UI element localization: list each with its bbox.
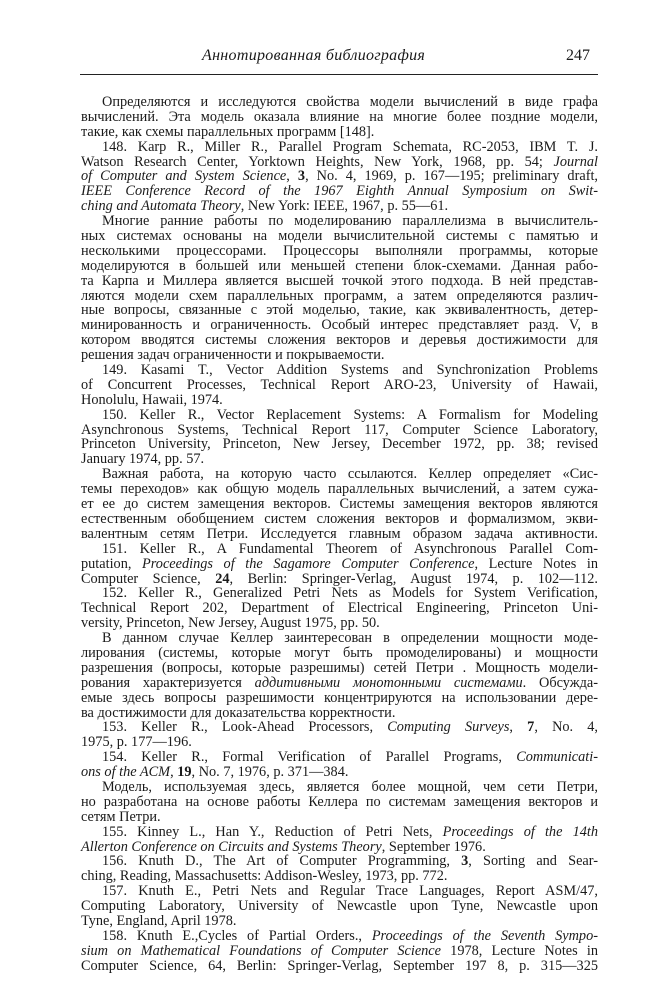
text-segment: 149. Kasami T., Vector Addition Systems and Synchronization Problems <box>102 362 598 379</box>
text-line <box>81 765 598 780</box>
text-segment: емые здесь вопросы разрешимости концентрируются на использовании дере- <box>81 689 598 706</box>
text-segment: 151. Keller R., A Fundamental Theorem of Asynchronous Parallel Com- <box>102 540 598 557</box>
text-segment: та Карпа и Миллера является высшей точкой этого подхода. В ней представ- <box>81 272 598 289</box>
text-segment: 152. Keller R., Generalized Petri Nets as Models for System Verification, <box>102 585 598 602</box>
text-segment: В данном случае Келлер заинтересован в определении мощности моде- <box>102 630 598 647</box>
text-line <box>81 676 598 691</box>
text-line <box>81 735 598 750</box>
text-segment: ching, Reading, Massachusetts: Addison-Wesley, 1973, pp. 772. <box>81 868 448 885</box>
text-segment: ва достижимости для доказательства корректности. <box>81 704 396 721</box>
text-segment: ных системах основаны на модели вычислительной системы с памятью и <box>81 228 598 245</box>
italic-text: Communicati- <box>516 749 598 766</box>
italic-text: аддитивными монотонными системами <box>254 674 523 691</box>
text-segment: , <box>286 168 298 185</box>
text-segment: , <box>509 719 528 736</box>
text-segment: такие, как схемы параллельных программ [148]. <box>81 123 375 140</box>
running-header <box>80 47 598 73</box>
text-segment: , Berlin: Springer-Verlag, August 1974, p. 102—112. <box>229 570 598 587</box>
text-line <box>81 169 598 184</box>
text-segment: 154. Keller R., Formal Verification of Parallel Programs, <box>102 749 517 766</box>
text-segment: , No. 7, 1976, p. 371—384. <box>191 764 349 781</box>
text-line <box>81 110 598 125</box>
text-segment: Определяются и исследуются свойства модели вычислений в виде графа <box>102 94 598 110</box>
text-line <box>81 616 598 631</box>
text-segment: Важная работа, на которую часто ссылаются. Келлер определяет «Сис- <box>102 466 598 483</box>
text-segment: 158. Knuth E.,Cycles of Partial Orders., <box>102 927 372 944</box>
text-line <box>81 661 598 676</box>
text-line <box>81 795 598 810</box>
text-segment: 153. Keller R., Look-Ahead Processors, <box>102 719 388 736</box>
text-segment: , Lecture Notes in <box>474 555 598 572</box>
text-segment: Computer Science, 64, Berlin: Springer-Verlag, September 197 8, p. 315—325 <box>81 957 598 974</box>
text-line <box>81 557 598 572</box>
text-line <box>81 586 598 601</box>
text-line <box>81 348 598 363</box>
text-segment: . Обсужда- <box>522 674 598 691</box>
italic-text: Computing Surveys <box>387 719 510 736</box>
text-line <box>81 393 598 408</box>
text-line <box>81 750 598 765</box>
bold-text: 19 <box>177 764 192 781</box>
text-segment: , September 1976. <box>381 838 486 855</box>
text-line <box>81 199 598 214</box>
text-segment: 157. Knuth E., Petri Nets and Regular Trace Languages, Report ASM/47, <box>102 883 598 900</box>
text-line <box>81 408 598 423</box>
text-line <box>81 423 598 438</box>
italic-text: Proceedings of the Seventh Sympo- <box>371 927 598 944</box>
text-segment: , <box>170 764 178 781</box>
bold-text: 3 <box>461 853 469 870</box>
text-line <box>81 214 598 229</box>
text-segment: , No. 4, <box>534 719 599 736</box>
text-segment: сетям Петри. <box>81 808 161 825</box>
text-line <box>81 646 598 661</box>
text-segment: 156. Knuth D., The Art of Computer Programming, <box>102 853 462 870</box>
text-line <box>81 363 598 378</box>
text-segment: putation, <box>81 555 143 572</box>
italic-text: ching and Automata Theory <box>81 198 241 215</box>
bibliography-text <box>81 95 598 974</box>
text-line <box>81 140 598 155</box>
text-segment: разрешения (вопросы, которые разрешимы) сетей Петри . Мощность модели- <box>81 659 598 676</box>
text-segment: котором вводятся системы сложения векторов и деревья достижимости для <box>81 332 598 349</box>
text-line <box>81 780 598 795</box>
text-line <box>81 289 598 304</box>
text-line <box>81 527 598 542</box>
text-line <box>81 467 598 482</box>
italic-text: Proceedings of the 14th <box>442 823 598 840</box>
text-segment: моделируются в большей или меньшей степени блок-схемами. Данная рабо- <box>81 257 598 274</box>
text-segment: лирования (системы, которые могут быть промоделированы) и мощности <box>81 644 598 661</box>
text-line <box>81 720 598 735</box>
italic-text: sium on Mathematical Foundations of Computer Science <box>81 942 441 959</box>
text-segment: Модель, используемая здесь, является более мощной, чем сети Петри, <box>102 778 598 795</box>
running-header-title: Аннотированная библиография <box>202 47 426 64</box>
text-line <box>81 542 598 557</box>
text-line <box>81 810 598 825</box>
text-line <box>81 572 598 587</box>
italic-text: of Computer and System Science <box>81 168 287 185</box>
text-line <box>81 184 598 199</box>
text-segment: 148. Karp R., Miller R., Parallel Program Schemata, RC-2053, IBM T. J. <box>102 138 598 155</box>
text-segment: Watson Research Center, Yorktown Heights, New York, 1968, pp. 54; <box>81 153 554 170</box>
text-line <box>81 244 598 259</box>
text-segment: versity, Princeton, New Jersey, August 1975, pp. 50. <box>81 615 380 632</box>
text-line <box>81 274 598 289</box>
text-segment: Computer Science, <box>81 570 216 587</box>
text-line <box>81 259 598 274</box>
text-segment: темы переходов» как общую модель параллельных вычислений, а затем сужа- <box>81 481 598 498</box>
bold-text: 7 <box>527 719 535 736</box>
text-line <box>81 333 598 348</box>
text-line <box>81 229 598 244</box>
text-line <box>81 95 598 110</box>
text-segment: решения задач ограниченности и покрываемости. <box>81 347 385 364</box>
text-line <box>81 884 598 899</box>
italic-text: IEEE Conference Record of the 1967 Eighth Annual Symposium on Swit- <box>81 183 598 200</box>
text-line <box>81 497 598 512</box>
text-segment: Technical Report 202, Department of Electrical Engineering, Princeton Uni- <box>81 600 598 617</box>
italic-text: Allerton Conference on Circuits and Systems Theory <box>81 838 382 855</box>
text-segment: минированность и ограниченность. Особый интерес представляет разд. V, в <box>81 317 598 334</box>
text-segment: , New York: IEEE, 1967, p. 55—61. <box>240 198 449 215</box>
text-segment: Tyne, England, April 1978. <box>81 912 237 929</box>
italic-text: Proceedings of the Sagamore Computer Conference <box>142 555 475 572</box>
text-segment: 155. Kinney L., Han Y., Reduction of Petri Nets, <box>102 823 443 840</box>
text-segment: вычислений. Эта модель оказала влияние на многие более поздние модели, <box>81 108 598 125</box>
text-segment: естественным обобщением систем сложения векторов и формализмом, экви- <box>81 510 598 527</box>
text-segment: несколькими процессорами. Процессоры выполняли программы, которые <box>81 242 598 259</box>
text-segment: Princeton University, Princeton, New Jersey, December 1972, pp. 38; revised <box>81 436 598 453</box>
page-number: 247 <box>566 47 590 64</box>
text-line <box>81 125 598 140</box>
italic-text: ons of the ACM <box>81 764 171 781</box>
text-segment: ет ее до систем замещения векторов. Системы замещения векторов являются <box>81 496 598 513</box>
text-line <box>81 601 598 616</box>
text-segment: но разработана на основе работы Келлера по системам замещения векторов и <box>81 793 598 810</box>
text-line <box>81 303 598 318</box>
text-segment: Многие ранние работы по моделированию параллелизма в вычислитель- <box>102 213 598 230</box>
text-segment: 1975, p. 177—196. <box>81 734 192 751</box>
text-segment: January 1974, pp. 57. <box>81 451 205 468</box>
italic-text: Journal <box>553 153 598 170</box>
text-line <box>81 378 598 393</box>
text-line <box>81 929 598 944</box>
text-line <box>81 482 598 497</box>
text-line <box>81 452 598 467</box>
text-segment: 150. Keller R., Vector Replacement Systems: A Formalism for Modeling <box>102 406 598 423</box>
text-segment: Honolulu, Hawaii, 1974. <box>81 391 223 408</box>
text-segment: of Concurrent Processes, Technical Report ARO-23, University of Hawaii, <box>81 376 598 393</box>
text-line <box>81 318 598 333</box>
text-segment: , Sorting and Sear- <box>468 853 599 870</box>
text-line <box>81 899 598 914</box>
text-line <box>81 914 598 929</box>
text-line <box>81 869 598 884</box>
text-line <box>81 840 598 855</box>
text-line <box>81 631 598 646</box>
text-segment: 1978, Lecture Notes in <box>441 942 598 959</box>
bold-text: 24 <box>215 570 230 587</box>
text-segment: ляются модели схем параллельных программ, а затем определяются различ- <box>81 287 598 304</box>
text-line <box>81 825 598 840</box>
text-line <box>81 691 598 706</box>
text-segment: Computing Laboratory, University of Newcastle upon Tyne, Newcastle upon <box>81 898 598 915</box>
text-line <box>81 437 598 452</box>
text-line <box>81 512 598 527</box>
text-segment: валентным сетям Петри. Исследуется главным образом задача активности. <box>81 525 598 542</box>
text-line <box>81 706 598 721</box>
text-segment: ные вопросы, связанные с этой моделью, такие, как эквивалентность, детер- <box>81 302 598 319</box>
text-segment: Asynchronous Systems, Technical Report 117, Computer Science Laboratory, <box>81 421 598 438</box>
text-segment: , No. 4, 1969, p. 167—195; preliminary draft, <box>305 168 598 185</box>
text-line <box>81 854 598 869</box>
text-line <box>81 155 598 170</box>
text-line <box>81 959 598 974</box>
bold-text: 3 <box>297 168 306 185</box>
text-line <box>81 944 598 959</box>
header-rule <box>80 74 598 75</box>
text-segment: рования характеризуется <box>81 674 255 691</box>
